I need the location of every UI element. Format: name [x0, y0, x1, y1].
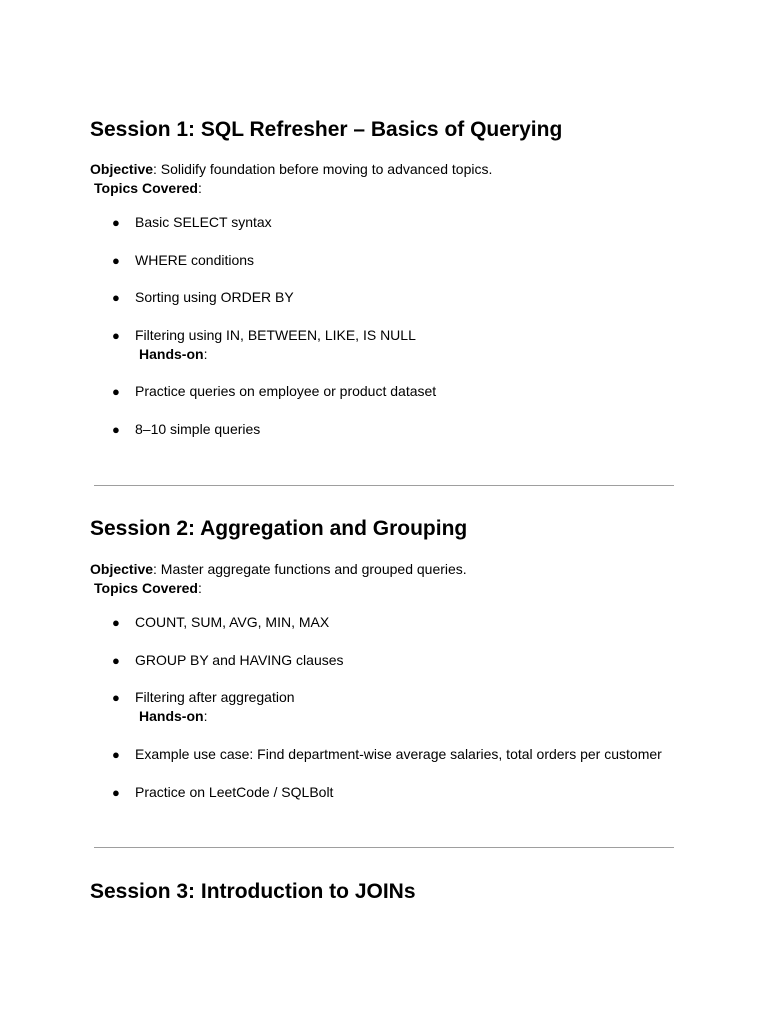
session-3-title: Session 3: Introduction to JOINs [90, 880, 416, 903]
session-2-handson-heading: Hands-on: [139, 708, 208, 724]
list-item: ● Filtering using IN, BETWEEN, LIKE, IS NULL [112, 327, 416, 343]
bullet-icon: ● [112, 690, 120, 705]
list-item: ● COUNT, SUM, AVG, MIN, MAX [112, 614, 330, 630]
list-item: ● Sorting using ORDER BY [112, 289, 294, 305]
session-1-objective [90, 160, 492, 178]
handson-label: Hands-on [139, 346, 204, 362]
session-1-title: Session 1: SQL Refresher – Basics of Querying [90, 118, 563, 141]
section-divider [94, 485, 674, 486]
objective-label: Objective [90, 161, 154, 177]
bullet-icon: ● [112, 615, 120, 630]
list-item: ● Filtering after aggregation [112, 689, 295, 705]
bullet-icon: ● [112, 328, 120, 343]
objective-label: Objective [90, 561, 154, 577]
session-2-title: Session 2: Aggregation and Grouping [90, 517, 468, 540]
bullet-icon: ● [112, 253, 120, 268]
bullet-icon: ● [112, 215, 120, 230]
handson-label: Hands-on [139, 708, 204, 724]
session-1-handson-heading: Hands-on: [139, 346, 208, 362]
session-1-topics-heading: Topics Covered: [94, 180, 202, 196]
bullet-icon: ● [112, 747, 120, 762]
section-divider [94, 847, 674, 848]
topics-label: Topics Covered [94, 580, 198, 596]
list-item: ● WHERE conditions [112, 252, 255, 268]
bullet-icon: ● [112, 422, 120, 437]
bullet-icon: ● [112, 290, 120, 305]
session-2-objective [90, 560, 467, 578]
list-item: ● GROUP BY and HAVING clauses [112, 652, 344, 668]
list-item: ● Example use case: Find department-wise average salaries, total orders per customer [112, 746, 662, 762]
objective-text: : Master aggregate functions and grouped queries. [153, 561, 467, 577]
list-item: ● Practice queries on employee or product dataset [112, 383, 437, 399]
bullet-icon: ● [112, 785, 120, 800]
session-2-topics-heading: Topics Covered: [94, 580, 202, 596]
bullet-icon: ● [112, 384, 120, 399]
list-item: ● Basic SELECT syntax [112, 214, 272, 230]
objective-text: : Solidify foundation before moving to advanced topics. [153, 161, 493, 177]
list-item: ● Practice on LeetCode / SQLBolt [112, 784, 334, 800]
bullet-icon: ● [112, 653, 120, 668]
topics-label: Topics Covered [94, 180, 198, 196]
list-item: ● 8–10 simple queries [112, 421, 261, 437]
